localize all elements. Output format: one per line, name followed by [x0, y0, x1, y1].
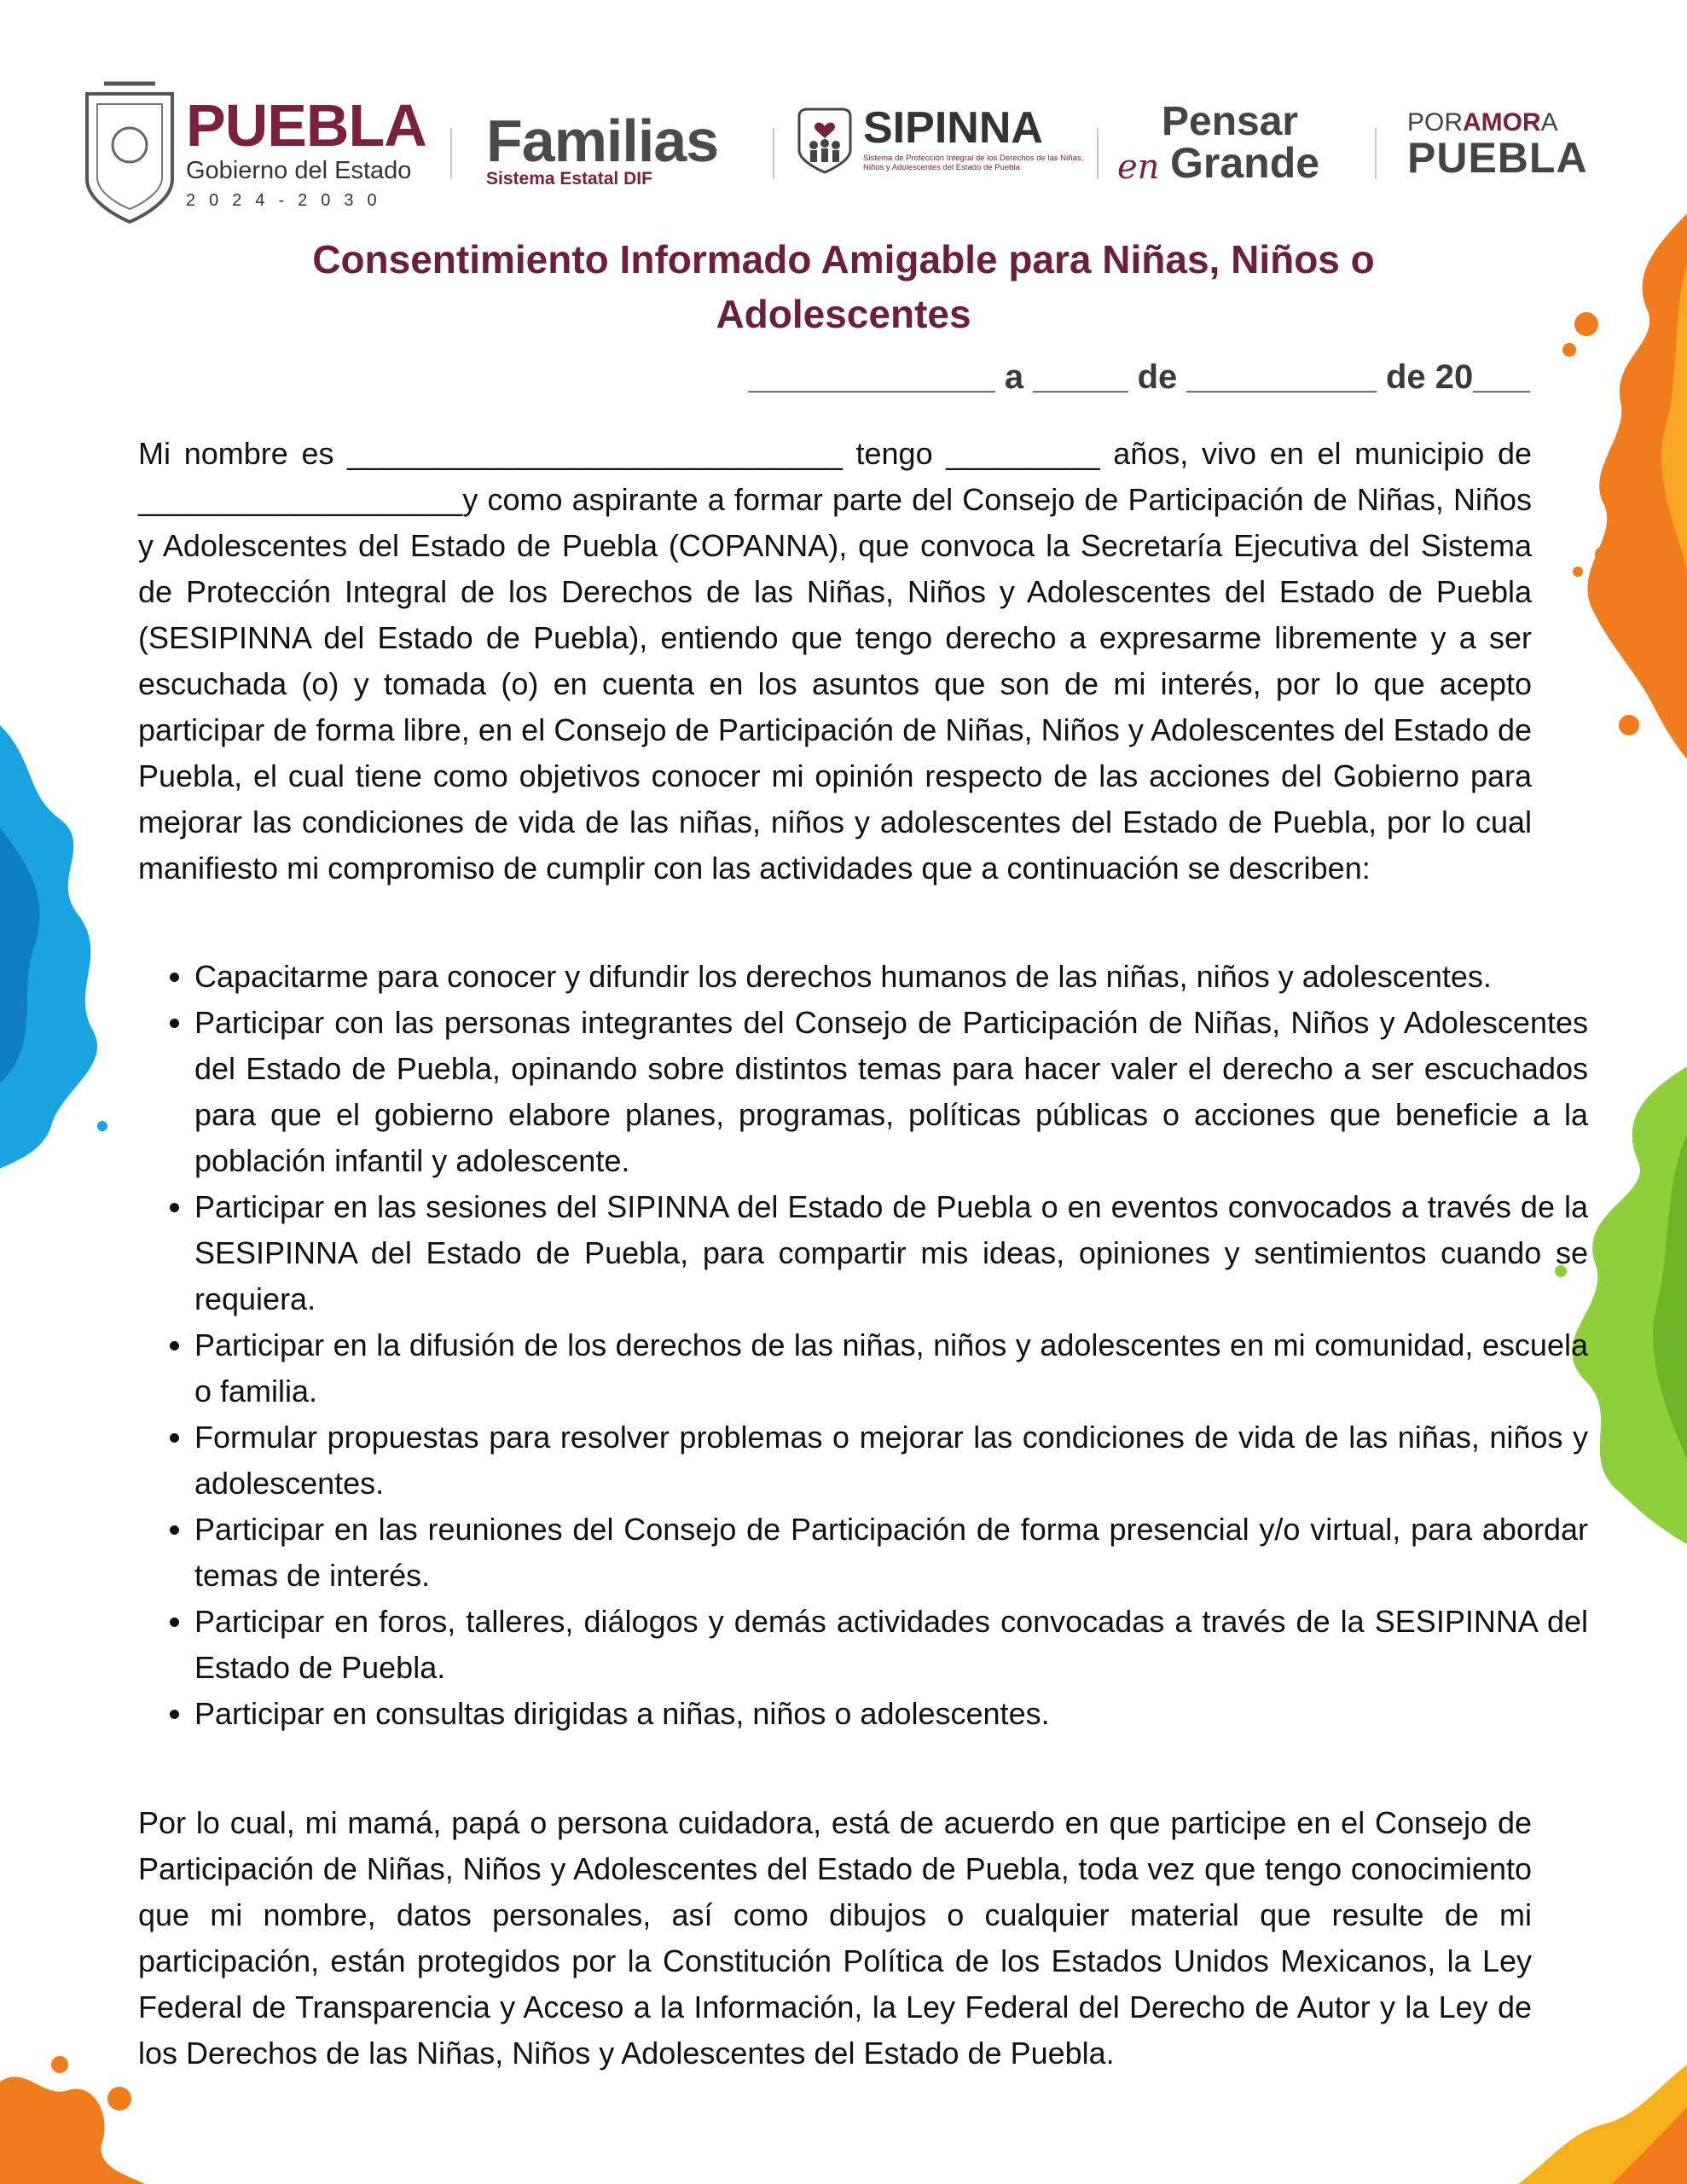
sistema-estatal-dif: Sistema Estatal DIF: [486, 169, 652, 189]
date-line: _____________ a _____ de __________ de 20___: [748, 358, 1530, 396]
blue-splash-left: [0, 725, 119, 1169]
document-title: Consentimiento Informado Amigable para Niñas, Niños o Adolescentes: [312, 237, 1375, 336]
orange-splash-bottom-left: [0, 2048, 145, 2184]
list-item: • Participar en las sesiones del SIPINNA del Estado de Puebla o en eventos convocados a través de la SESIPINNA del Estado de Puebla, para compartir mis ideas, opiniones y sentimientos cuando se requiera.: [194, 1184, 1588, 1322]
familias-wordmark: Familias: [486, 107, 719, 174]
en-word: en: [1117, 148, 1160, 187]
pensar-en-grande-logo: [1117, 101, 1348, 186]
logo-divider: [450, 128, 452, 179]
list-item: • Participar en consultas dirigidas a niñas, niños o adolescentes.: [194, 1691, 1588, 1737]
header-logos: [0, 0, 1687, 239]
sipinna-subtitle: Sistema de Protección Integral de los Derechos de las Niñas, Niños y Adolescentes del Estado de Puebla: [863, 154, 1084, 172]
family-heart-icon: [795, 107, 855, 174]
list-item: • Participar en foros, talleres, diálogos y demás actividades convocadas a través de la SESIPINNA del Estado de Puebla.: [194, 1599, 1588, 1691]
intro-paragraph: Mi nombre es _____________________________ tengo _________ años, vivo en el municipio de ___________________y como aspirante a formar parte del Consejo de Participación de Niñas, Niños y Adolescentes del Estado de Puebla (COPANNA), que convoca la Secretaría Ejecutiva del Sistema de Protección Integral de los Derechos de las Niñas, Niños y Adolescentes del Estado de Puebla (SESIPINNA del Estado de Puebla), entiendo que tengo derecho a expresarme libremente y a ser escuchada (o) y tomada (o) en cuenta en los asuntos que son de mi interés, por lo que acepto participar de forma libre, en el Consejo de Participación de Niñas, Niños y Adolescentes del Estado de Puebla, el cual tiene como objetivos conocer mi opinión respecto de las acciones del Gobierno para mejorar las condiciones de vida de las niñas, niños y adolescentes del Estado de Puebla, por lo cual manifiesto mi compromiso de cumplir con las actividades que a continuación se describen:: [138, 436, 1532, 886]
list-item: • Capacitarme para conocer y difundir los derechos humanos de las niñas, niños y adolescentes.: [194, 954, 1588, 1000]
por-amor-line: [1407, 109, 1603, 136]
term-years: 2024-2030: [186, 191, 391, 210]
closing-paragraph: Por lo cual, mi mamá, papá o persona cuidadora, está de acuerdo en que participe en el Consejo de Participación de Niñas, Niños y Adolescentes del Estado de Puebla, toda vez que tengo conocimiento que mi nombre, datos personales, así como dibujos o cualquier material que resulte de mi participación, están protegidos por la Constitución Política de los Estados Unidos Mexicanos, la Ley Federal de Transparencia y Acceso a la Información, la Ley Federal del Derecho de Autor y la Ley de los Derechos de las Niñas, Niños y Adolescentes del Estado de Puebla.: [138, 1805, 1532, 2071]
logo-divider: [773, 128, 774, 179]
logo-divider: [1375, 128, 1377, 179]
yellow-splash-bottom-right: [1484, 2065, 1687, 2184]
amor-word: AMOR: [1463, 108, 1541, 136]
list-item: • Participar en las reuniones del Consejo de Participación de forma presencial y/o virtual, para abordar temas de interés.: [194, 1507, 1588, 1599]
orange-splash-top-right: [1552, 213, 1687, 759]
por-word: POR: [1407, 108, 1464, 136]
puebla-gobierno-logo: [186, 92, 433, 210]
familias-dif-logo: [486, 107, 719, 189]
logo-divider: [1097, 128, 1099, 179]
sipinna-wordmark: SIPINNA: [863, 103, 1043, 153]
list-item: • Participar en la difusión de los derechos de las niñas, niños y adolescentes en mi comunidad, escuela o familia.: [194, 1322, 1588, 1414]
puebla-coat-of-arms-icon: [78, 77, 181, 226]
puebla-word: PUEBLA: [1407, 134, 1588, 182]
activities-list: [138, 954, 1588, 1737]
por-amor-a-puebla-logo: [1407, 109, 1603, 186]
list-item: • Participar con las personas integrantes del Consejo de Participación de Niñas, Niños y Adolescentes del Estado de Puebla, opinando sobre distintos temas para hacer valer el derecho a ser escuchados para que el gobierno elabore planes, programas, políticas públicas o acciones que beneficie a la población infantil y adolescente.: [194, 1000, 1588, 1184]
puebla-wordmark: PUEBLA: [186, 92, 426, 159]
sipinna-logo: [795, 104, 1085, 189]
grande-word: Grande: [1170, 139, 1320, 187]
a-word: A: [1540, 108, 1558, 136]
list-item: • Formular propuestas para resolver problemas o mejorar las condiciones de vida de las niñas, niños y adolescentes.: [194, 1414, 1588, 1507]
gobierno-del-estado: Gobierno del Estado: [186, 157, 412, 184]
pensar-word: Pensar: [1162, 99, 1299, 144]
